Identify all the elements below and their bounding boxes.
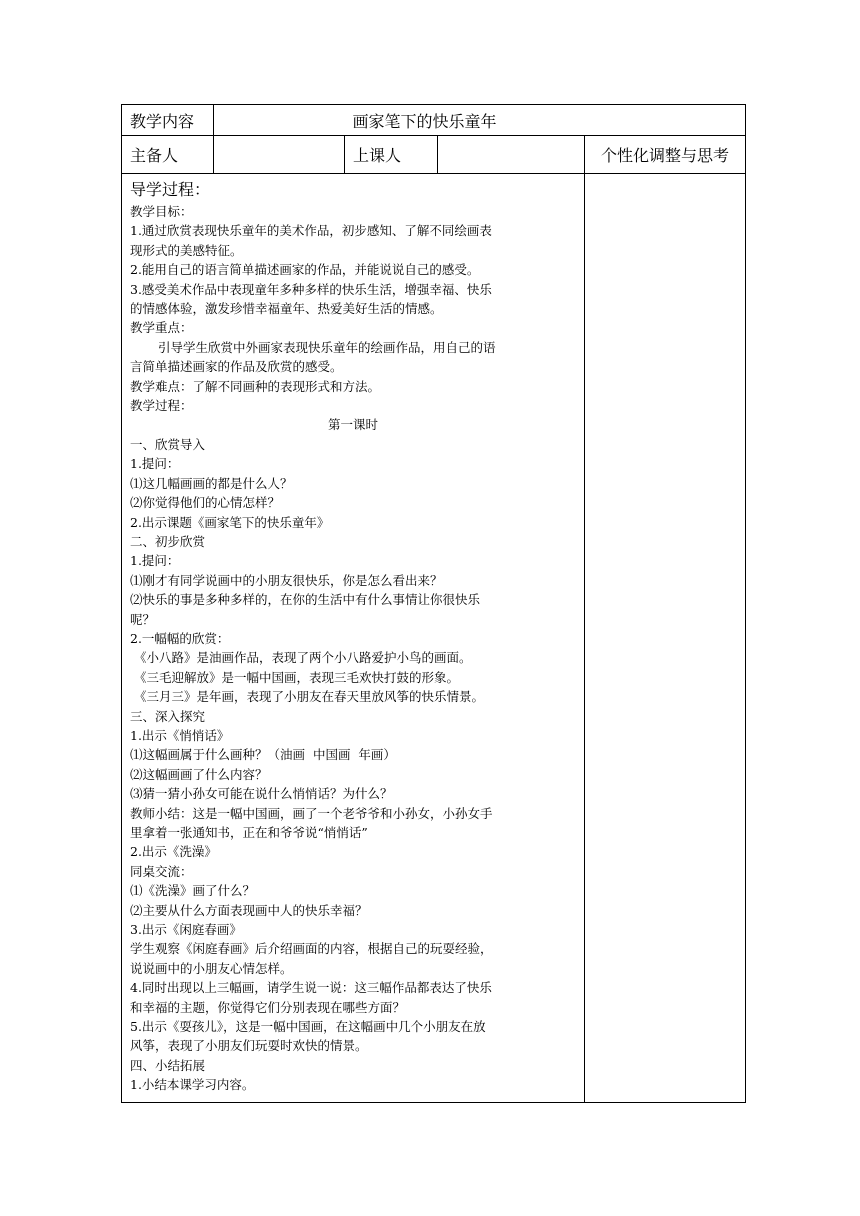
text-line: ⑵这幅画画了什么内容？ bbox=[130, 766, 268, 782]
text-line: 3.出示《闲庭春画》 bbox=[130, 922, 242, 938]
lesson-plan-table bbox=[121, 104, 746, 1103]
guide-process-title: 导学过程： bbox=[130, 180, 211, 199]
text-line: 说说画中的小朋友心情怎样。 bbox=[130, 960, 293, 976]
text-line: 1.提问： bbox=[130, 456, 180, 472]
text-line: ⑴这幅画属于什么画种？（油画 中国画 年画） bbox=[130, 747, 396, 763]
preparer-label: 主备人 bbox=[122, 136, 214, 174]
text-line: 5.出示《耍孩儿》，这是一幅中国画，在这幅画中几个小朋友在放 bbox=[130, 1019, 486, 1035]
text-line: 3.感受美术作品中表现童年多种多样的快乐生活，增强幸福、快乐 bbox=[130, 281, 492, 297]
text-line: 二、初步欣赏 bbox=[130, 533, 206, 549]
text-line: 1.通过欣赏表现快乐童年的美术作品，初步感知、了解不同绘画表 bbox=[130, 223, 492, 239]
header-row-content bbox=[122, 105, 746, 136]
teaching-content-label: 教学内容 bbox=[122, 105, 214, 136]
text-line: ⑶猜一猜小孙女可能在说什么悄悄话？为什么？ bbox=[130, 786, 393, 802]
text-line: 言简单描述画家的作品及欣赏的感受。 bbox=[130, 359, 343, 375]
text-line: 风筝，表现了小朋友们玩耍时欢快的情景。 bbox=[130, 1038, 368, 1054]
text-line: 1.提问： bbox=[130, 553, 180, 569]
text-line: 呢？ bbox=[130, 611, 156, 627]
text-line: 同桌交流： bbox=[130, 863, 193, 879]
text-line: 一、欣赏导入 bbox=[130, 436, 206, 452]
text-line: 三、深入探究 bbox=[130, 708, 206, 724]
text-line: 第一课时 bbox=[327, 417, 378, 433]
text-line: 里拿着一张通知书，正在和爷爷说“悄悄话” bbox=[130, 825, 368, 840]
text-line: 教学难点：了解不同画种的表现形式和方法。 bbox=[130, 378, 381, 394]
teacher-value bbox=[438, 136, 585, 174]
text-line: 四、小结拓展 bbox=[130, 1057, 206, 1073]
text-line: 《三毛迎解放》是一幅中国画，表现三毛欢快打鼓的形象。 bbox=[130, 669, 459, 685]
guide-process-text bbox=[130, 202, 584, 1095]
reflection-cell bbox=[585, 174, 746, 1103]
text-line: 的情感体验，激发珍惜幸福童年、热爱美好生活的情感。 bbox=[130, 301, 443, 317]
text-line: 2.出示《洗澡》 bbox=[130, 844, 217, 860]
text-line: 《小八路》是油画作品，表现了两个小八路爱护小鸟的画面。 bbox=[130, 650, 472, 666]
text-line: 2.一幅幅的欣赏： bbox=[130, 630, 230, 646]
text-line: 教学重点： bbox=[130, 320, 193, 336]
text-line: ⑴这几幅画画的都是什么人？ bbox=[130, 475, 293, 491]
guide-process-cell bbox=[122, 174, 585, 1103]
text-line: ⑴《洗澡》画了什么？ bbox=[130, 883, 256, 899]
text-line: 引导学生欣赏中外画家表现快乐童年的绘画作品，用自己的语 bbox=[158, 339, 496, 355]
text-line: ⑵你觉得他们的心情怎样？ bbox=[130, 495, 281, 511]
text-line: ⑵主要从什么方面表现画中人的快乐幸福？ bbox=[130, 902, 368, 918]
text-line: 教师小结：这是一幅中国画，画了一个老爷爷和小孙女，小孙女手 bbox=[130, 805, 493, 821]
text-line: 学生观察《闲庭春画》后介绍画面的内容，根据自己的玩耍经验， bbox=[130, 941, 493, 957]
text-line: 现形式的美感特征。 bbox=[130, 242, 243, 258]
body-row bbox=[122, 174, 746, 1103]
text-line: 1.小结本课学习内容。 bbox=[130, 1077, 255, 1093]
preparer-value bbox=[214, 136, 345, 174]
text-line: 2.能用自己的语言简单描述画家的作品，并能说说自己的感受。 bbox=[130, 262, 480, 278]
teacher-label: 上课人 bbox=[345, 136, 438, 174]
reflection-header: 个性化调整与思考 bbox=[585, 136, 746, 174]
text-line: 和幸福的主题，你觉得它们分别表现在哪些方面？ bbox=[130, 999, 406, 1015]
text-line: 教学目标： bbox=[130, 204, 193, 219]
teaching-content-title: 画家笔下的快乐童年 bbox=[214, 105, 746, 136]
text-line: 1.出示《悄悄话》 bbox=[130, 727, 230, 743]
text-line: 《三月三》是年画，表现了小朋友在春天里放风筝的快乐情景。 bbox=[130, 689, 484, 705]
text-line: 2.出示课题《画家笔下的快乐童年》 bbox=[130, 514, 330, 530]
text-line: ⑴刚才有同学说画中的小朋友很快乐，你是怎么看出来？ bbox=[130, 572, 443, 588]
header-row-people bbox=[122, 136, 746, 174]
text-line: 4.同时出现以上三幅画，请学生说一说：这三幅作品都表达了快乐 bbox=[130, 980, 492, 996]
text-line: 教学过程： bbox=[130, 398, 193, 414]
text-line: ⑵快乐的事是多种多样的，在你的生活中有什么事情让你很快乐 bbox=[130, 592, 481, 608]
